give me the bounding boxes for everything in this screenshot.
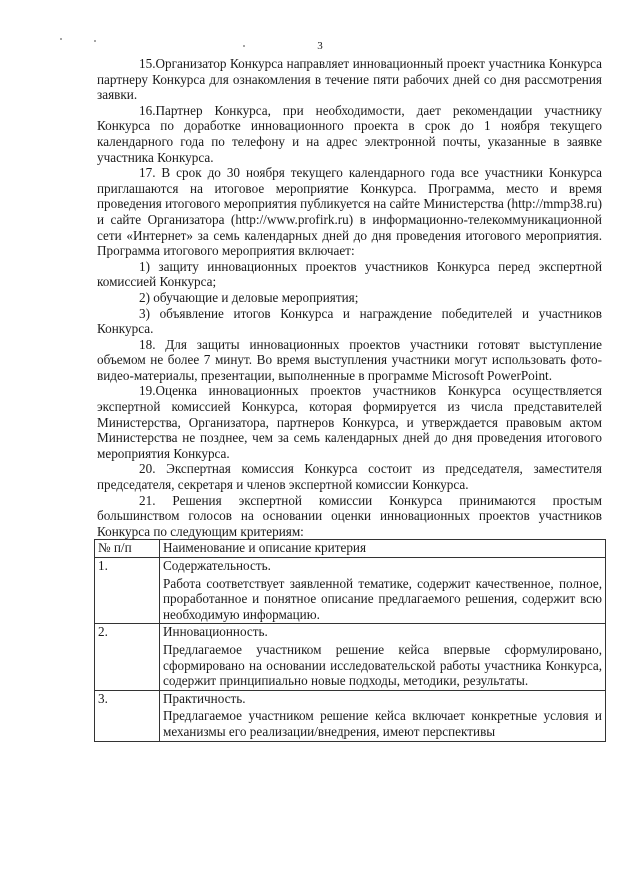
list-item-3: 3) объявление итогов Конкурса и награждение победителей и участников Конкурса. bbox=[97, 305, 602, 337]
paragraph-16: 16.Партнер Конкурса, при необходимости, дает рекомендации участнику Конкурса по доработке инновационного проекта в срок до 1 ноября текущего календарного года по телефону и на адрес электронной почты, указанные в заявке участника Конкурса. bbox=[97, 102, 602, 165]
criterion-title: Практичность. bbox=[163, 690, 246, 706]
row-criterion bbox=[160, 558, 606, 624]
paragraph-20: 20. Экспертная комиссия Конкурса состоит из председателя, заместителя председателя, секретаря и членов экспертной комиссии Конкурса. bbox=[97, 461, 602, 493]
table-row bbox=[95, 690, 606, 741]
paragraph-18: 18. Для защиты инновационных проектов участники готовят выступление объемом не более 7 минут. Во время выступления участники могут использовать фото-видео-материалы, презентации, выполненные в программе Microsoft PowerPoint. bbox=[97, 336, 602, 383]
row-number: 3. bbox=[95, 690, 160, 741]
header-number: № п/п bbox=[95, 540, 160, 558]
criterion-description: Предлагаемое участником решение кейса впервые сформулировано, сформировано на основании исследовательской работы участника Конкурса, содержит принципиально новые подходы, методики, результаты. bbox=[163, 641, 602, 689]
table-row bbox=[95, 624, 606, 690]
criteria-table bbox=[94, 539, 606, 741]
document-body bbox=[97, 56, 602, 742]
row-number: 2. bbox=[95, 624, 160, 690]
table-row bbox=[95, 558, 606, 624]
page-number: 3 bbox=[317, 40, 323, 52]
criterion-title: Инновационность. bbox=[163, 624, 268, 640]
row-number: 1. bbox=[95, 558, 160, 624]
paragraph-21: 21. Решения экспертной комиссии Конкурса принимаются простым большинством голосов на основании оценки инновационных проектов участников Конкурса по следующим критериям: bbox=[97, 492, 602, 539]
paragraph-15: 15.Организатор Конкурса направляет инновационный проект участника Конкурса партнеру Конкурса для ознакомления в течение пяти рабочих дней со дня рассмотрения заявки. bbox=[97, 56, 602, 103]
row-criterion bbox=[160, 624, 606, 690]
list-item-2: 2) обучающие и деловые мероприятия; bbox=[139, 289, 359, 305]
criterion-title: Содержательность. bbox=[163, 558, 271, 573]
header-criterion: Наименование и описание критерия bbox=[160, 540, 606, 558]
table-header-row bbox=[95, 540, 606, 558]
paragraph-19: 19.Оценка инновационных проектов участников Конкурса осуществляется экспертной комиссией Конкурса, которая формируется из числа представителей Министерства, Организатора, партнеров Конкурса, и утверждается правовым актом Министерства не позднее, чем за семь календарных дней до дня проведения итогового мероприятия Конкурса. bbox=[97, 383, 602, 461]
criterion-description: Работа соответствует заявленной тематике, содержит качественное, полное, проработанное и понятное описание предлагаемого решения, содержит всю необходимую информацию. bbox=[163, 575, 602, 622]
list-item-1: 1) защиту инновационных проектов участников Конкурса перед экспертной комиссией Конкурса; bbox=[97, 258, 602, 290]
row-criterion bbox=[160, 690, 606, 741]
criterion-description: Предлагаемое участником решение кейса включает конкретные условия и механизмы его реализации/внедрения, имеют перспективы bbox=[163, 708, 602, 739]
paragraph-17: 17. В срок до 30 ноября текущего календарного года все участники Конкурса приглашаются на итоговое мероприятие Конкурса. Программа, место и время проведения итогового мероприятия публикуется на сайте Министерства (http://mmp38.ru) и сайте Организатора (http://www.profirk.ru) в информационно-телекоммуникационной сети «Интернет» за семь календарных дней до дня проведения итогового мероприятия. Программа итогового мероприятия включает: bbox=[97, 165, 602, 259]
